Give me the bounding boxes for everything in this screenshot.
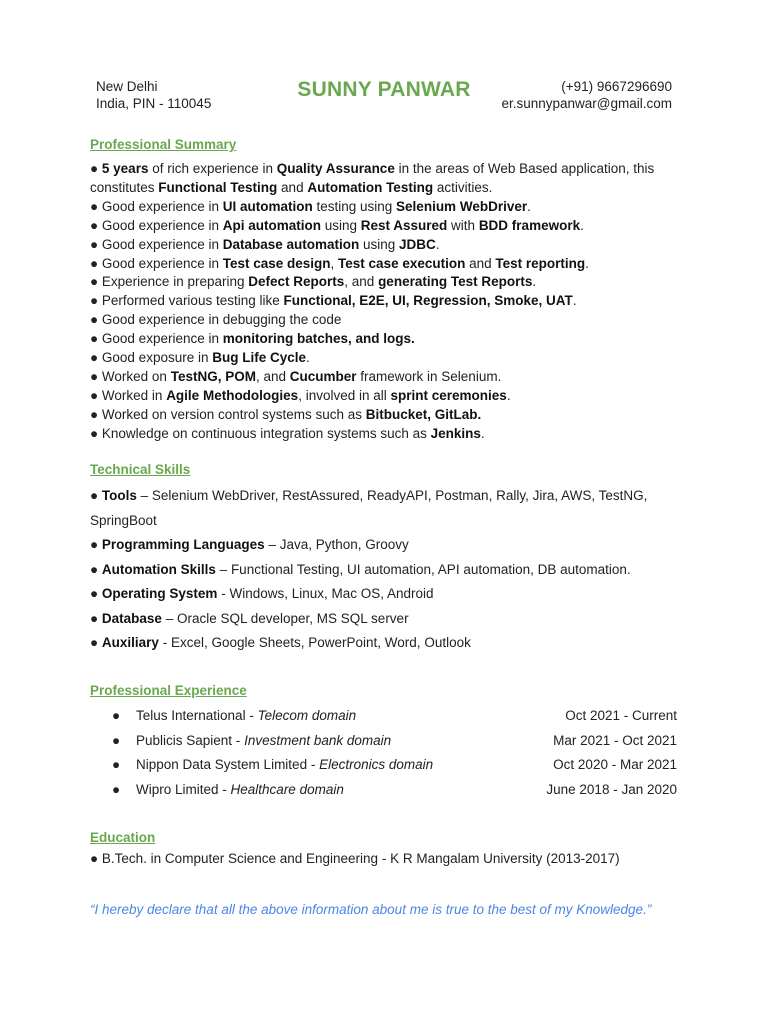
experience-list (90, 704, 677, 802)
summary-emphasis: Functional, E2E, UI, Regression, Smoke, UAT (283, 293, 573, 309)
summary-text: ● Knowledge on continuous integration systems such as (90, 425, 431, 441)
experience-company (136, 753, 433, 778)
summary-line (90, 406, 690, 425)
summary-emphasis: JDBC (399, 236, 436, 252)
section-title-education: Education (90, 830, 156, 845)
skill-label: Tools (101, 488, 137, 503)
experience-dates: June 2018 - Jan 2020 (546, 781, 677, 797)
summary-emphasis: TestNG, POM (170, 368, 256, 384)
summary-line (90, 292, 690, 311)
skill-separator: - (158, 635, 171, 650)
summary-line (90, 255, 690, 274)
summary-emphasis: 5 years (101, 161, 149, 176)
skill-separator: – (161, 610, 177, 626)
experience-company (136, 778, 344, 803)
skill-value: Oracle SQL developer, MS SQL server (176, 610, 409, 626)
skill-value: Functional Testing, UI automation, API automation, DB automation. (230, 561, 631, 577)
skill-label: Operating System (101, 586, 218, 601)
summary-text: . (527, 198, 531, 214)
summary-text: ● Good experience in (90, 255, 223, 271)
summary-text: using (320, 217, 361, 233)
address-city: New Delhi (96, 79, 158, 94)
company-domain: Electronics domain (319, 757, 434, 772)
experience-row (90, 778, 677, 803)
summary-emphasis: Bitbucket, GitLab. (365, 406, 482, 422)
summary-emphasis: Test case execution (338, 255, 466, 271)
company-domain: Healthcare domain (230, 781, 344, 797)
summary-emphasis: Bug Life Cycle (212, 350, 307, 366)
skill-item (90, 631, 690, 656)
summary-text: ● Good experience in (90, 198, 223, 214)
summary-line (90, 273, 690, 292)
bullet: ● (90, 610, 102, 626)
skill-separator: – (215, 561, 231, 577)
bullet: ● (90, 635, 102, 650)
summary-emphasis: Defect Reports (248, 274, 345, 290)
section-title-experience: Professional Experience (90, 683, 247, 698)
summary-line (90, 387, 690, 406)
professional-summary-list (90, 160, 690, 444)
technical-skills-list (90, 484, 690, 656)
summary-emphasis: Rest Assured (360, 217, 448, 233)
summary-text: framework in Selenium. (356, 368, 502, 384)
summary-line (90, 311, 690, 330)
bullet: ● (112, 708, 121, 723)
contact-block (501, 78, 672, 112)
summary-emphasis: Api automation (222, 217, 321, 233)
summary-emphasis: Automation Testing (307, 179, 434, 195)
summary-line (90, 198, 690, 217)
summary-text: . (306, 350, 310, 366)
bullet: ● (112, 757, 121, 772)
summary-text: , (330, 255, 339, 271)
summary-text: testing using (312, 198, 397, 214)
skill-item (90, 558, 690, 583)
summary-text: ● Good experience in (90, 217, 223, 233)
declaration-text: “I hereby declare that all the above information about me is true to the best of my Knowledge.” (90, 902, 652, 917)
summary-emphasis: sprint ceremonies (390, 387, 507, 403)
company-domain: Telecom domain (257, 708, 357, 723)
skill-separator: - (217, 586, 230, 601)
candidate-name: SUNNY PANWAR (297, 78, 471, 101)
summary-text: . (585, 255, 589, 271)
education-entry: ● B.Tech. in Computer Science and Engineering - K R Mangalam University (2013-2017) (90, 851, 620, 866)
skill-value: Java, Python, Groovy (279, 537, 409, 552)
summary-emphasis: BDD framework (478, 217, 581, 233)
summary-emphasis: Selenium WebDriver (396, 198, 528, 214)
skill-label: Auxiliary (101, 635, 159, 650)
skill-label: Automation Skills (101, 561, 216, 577)
summary-text: ● Worked on (90, 368, 171, 384)
experience-row (90, 704, 677, 729)
summary-line (90, 179, 690, 198)
summary-emphasis: Quality Assurance (276, 161, 395, 176)
skill-label: Programming Languages (101, 537, 265, 552)
summary-text: using (359, 236, 400, 252)
summary-emphasis: Test reporting (495, 255, 586, 271)
skill-value: Windows, Linux, Mac OS, Android (229, 586, 434, 601)
summary-line (90, 217, 690, 236)
summary-text: . (506, 387, 511, 403)
summary-text: ● Good experience in (90, 331, 223, 347)
skill-item (90, 533, 690, 558)
summary-text: ● Performed various testing like (90, 293, 284, 309)
summary-text: . (480, 425, 485, 441)
company-name: Publicis Sapient - (136, 732, 245, 748)
summary-line (90, 330, 690, 349)
summary-text: activities. (433, 179, 493, 195)
skill-label: Database (101, 610, 162, 626)
experience-company (136, 704, 356, 729)
skill-item (90, 607, 690, 632)
summary-text: . (532, 274, 537, 290)
section-title-summary: Professional Summary (90, 137, 237, 152)
experience-row (90, 753, 677, 778)
summary-text: ● Good experience in (90, 236, 223, 252)
summary-emphasis: monitoring batches, and logs. (222, 331, 415, 347)
summary-text: ● Experience in preparing (90, 274, 249, 290)
email-address[interactable]: er.sunnypanwar@gmail.com (501, 96, 672, 111)
summary-emphasis: Agile Methodologies (166, 387, 299, 403)
summary-emphasis: UI automation (222, 198, 313, 214)
summary-text: in the areas of Web Based application, this (394, 161, 655, 176)
summary-line (90, 160, 690, 179)
experience-dates: Oct 2020 - Mar 2021 (553, 757, 677, 772)
skill-item (90, 484, 690, 533)
summary-text: and (277, 179, 308, 195)
company-name: Wipro Limited - (136, 781, 231, 797)
bullet: ● (90, 561, 102, 577)
company-name: Nippon Data System Limited - (136, 757, 320, 772)
skill-separator: – (264, 537, 280, 552)
bullet: ● (90, 537, 102, 552)
summary-text: ● Worked in (90, 387, 167, 403)
summary-text: ● Good exposure in (90, 350, 213, 366)
address-pin: India, PIN - 110045 (96, 96, 212, 111)
section-title-skills: Technical Skills (90, 462, 191, 477)
bullet: ● (90, 488, 102, 503)
summary-text: ● Worked on version control systems such as (90, 406, 366, 422)
skill-item (90, 582, 690, 607)
company-domain: Investment bank domain (244, 732, 392, 748)
summary-line (90, 425, 690, 444)
summary-text: , and (255, 368, 290, 384)
summary-emphasis: Functional Testing (158, 179, 278, 195)
bullet: ● (90, 586, 102, 601)
company-name: Telus International - (136, 708, 258, 723)
phone-number: (+91) 9667296690 (561, 79, 672, 94)
summary-line (90, 349, 690, 368)
experience-company (136, 729, 391, 754)
summary-emphasis: generating Test Reports (378, 274, 533, 290)
experience-dates: Oct 2021 - Current (565, 708, 677, 723)
summary-line (90, 236, 690, 255)
summary-text: , involved in all (298, 387, 391, 403)
summary-emphasis: Jenkins (430, 425, 481, 441)
experience-dates: Mar 2021 - Oct 2021 (553, 732, 677, 748)
summary-emphasis: Database automation (222, 236, 360, 252)
summary-text: . (435, 236, 440, 252)
summary-emphasis: Cucumber (289, 368, 357, 384)
summary-text: and (465, 255, 496, 271)
summary-text: . (580, 217, 584, 233)
summary-text: with (447, 217, 479, 233)
summary-emphasis: Test case design (222, 255, 331, 271)
summary-text: . (572, 293, 577, 309)
summary-text: ● (90, 161, 102, 176)
bullet: ● (112, 781, 121, 797)
summary-text: , and (344, 274, 379, 290)
skill-value: Excel, Google Sheets, PowerPoint, Word, Outlook (170, 635, 471, 650)
summary-text: ● Good experience in debugging the code (90, 312, 342, 328)
summary-line (90, 368, 690, 387)
summary-text: of rich experience in (148, 161, 277, 176)
summary-text: constitutes (90, 179, 159, 195)
bullet: ● (112, 732, 121, 748)
experience-row (90, 729, 677, 754)
skill-value: Selenium WebDriver, RestAssured, ReadyAPI, Postman, Rally, Jira, AWS, TestNG, SpringBoot (90, 488, 648, 528)
skill-separator: – (136, 488, 152, 503)
